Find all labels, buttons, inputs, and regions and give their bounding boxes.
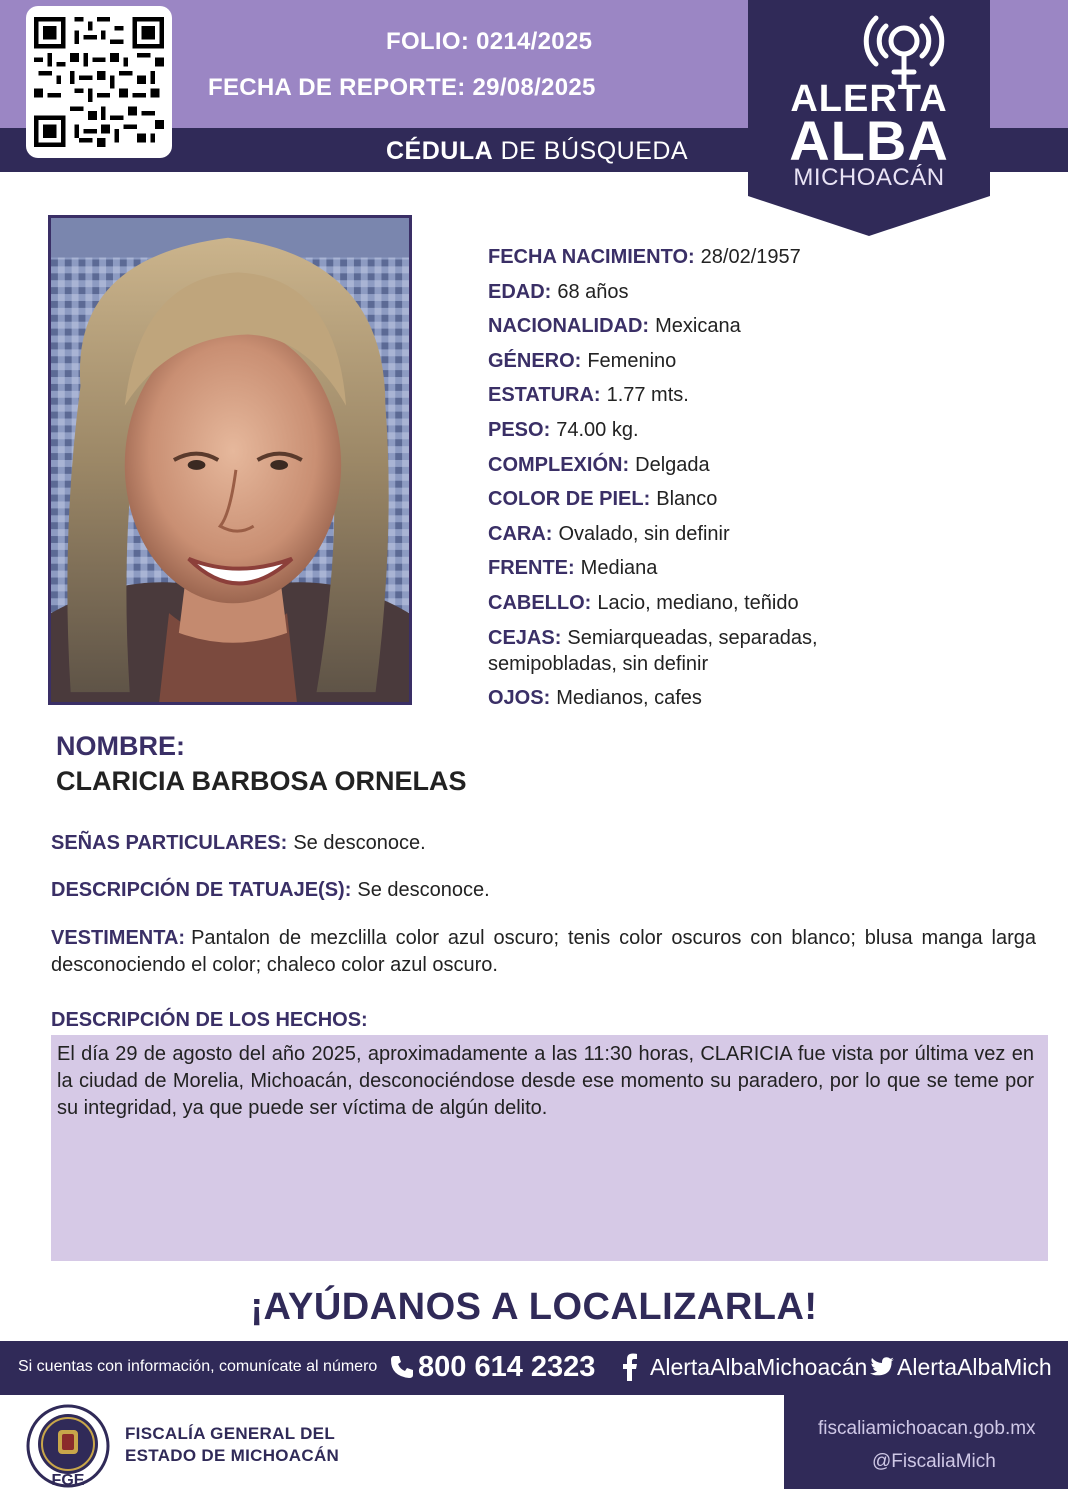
- row-key: SEÑAS PARTICULARES:: [51, 832, 288, 854]
- field-key: ESTATURA:: [488, 384, 601, 407]
- field-key: CABELLO:: [488, 591, 592, 614]
- row-value: Pantalon de mezclilla color azul oscuro; tenis color oscuros con blanco; blusa manga larga desconociendo el color; chaleco color azul oscuro.: [51, 927, 1036, 976]
- field-build: [488, 452, 1048, 478]
- facebook-icon: [620, 1353, 640, 1381]
- qr-code[interactable]: [26, 6, 172, 158]
- social-handle[interactable]: @FiscaliaMich: [872, 1451, 996, 1472]
- field-key: COMPLEXIÓN:: [488, 453, 630, 476]
- field-nationality: [488, 313, 1048, 339]
- field-value: 68 años: [557, 280, 629, 303]
- field-value: Ovalado, sin definir: [558, 522, 730, 545]
- document-title: [386, 137, 688, 166]
- call-to-action: ¡AYÚDANOS A LOCALIZARLA!: [250, 1286, 818, 1328]
- website-link[interactable]: fiscaliamichoacan.gob.mx: [818, 1418, 1036, 1439]
- badge-line-3: MICHOACÁN: [793, 164, 945, 191]
- badge-line-2: ALBA: [789, 109, 949, 172]
- field-key: CEJAS:: [488, 626, 562, 649]
- field-age: [488, 279, 1048, 305]
- twitter-handle[interactable]: AlertaAlbaMich: [897, 1354, 1052, 1380]
- tattoo-description: [51, 877, 1036, 904]
- events-label: DESCRIPCIÓN DE LOS HECHOS:: [51, 1009, 368, 1031]
- badge-line-1: ALERTA: [790, 78, 948, 120]
- facebook-handle[interactable]: AlertaAlbaMichoacán: [650, 1354, 868, 1380]
- field-value: Semiarqueadas, separadas, semipobladas, sin definir: [488, 626, 818, 675]
- field-weight: [488, 417, 1048, 443]
- document-title-bold: CÉDULA: [386, 137, 494, 165]
- field-forehead: [488, 555, 1048, 581]
- footer-right: [784, 1395, 1068, 1489]
- field-key: CARA:: [488, 522, 553, 545]
- row-key: VESTIMENTA:: [51, 927, 186, 949]
- contact-text: Si cuentas con información, comunícate al número: [18, 1358, 378, 1375]
- org-name-line-2: ESTADO DE MICHOACÁN: [125, 1446, 340, 1465]
- seal-text: FGE: [51, 1472, 85, 1489]
- contact-phone[interactable]: 800 614 2323: [418, 1351, 596, 1383]
- row-value: Se desconoce.: [293, 832, 426, 854]
- alert-signal-icon: [854, 6, 954, 86]
- field-key: OJOS:: [488, 687, 551, 710]
- org-name-line-1: FISCALÍA GENERAL DEL: [125, 1424, 336, 1443]
- field-value: 1.77 mts.: [606, 384, 689, 407]
- distinguishing-marks: [51, 830, 1036, 857]
- footer-left: [0, 1395, 784, 1489]
- field-eyebrows: [488, 625, 888, 677]
- field-face: [488, 521, 1048, 547]
- field-value: Mediana: [580, 557, 658, 580]
- field-gender: [488, 348, 1048, 374]
- field-value: Lacio, mediano, teñido: [597, 591, 799, 614]
- field-key: FRENTE:: [488, 557, 575, 580]
- field-value: Medianos, cafes: [556, 687, 702, 710]
- field-skin-color: [488, 486, 1048, 512]
- person-photo-image: [51, 218, 409, 702]
- field-key: EDAD:: [488, 280, 552, 303]
- field-key: PESO:: [488, 418, 551, 441]
- person-details: [488, 244, 1048, 720]
- field-value: Delgada: [635, 453, 710, 476]
- qr-code-icon: [34, 14, 164, 150]
- folio: FOLIO: 0214/2025: [386, 28, 593, 55]
- field-value: Blanco: [656, 488, 718, 511]
- field-value: 74.00 kg.: [556, 418, 639, 441]
- field-key: GÉNERO:: [488, 349, 582, 372]
- field-key: FECHA NACIMIENTO:: [488, 246, 695, 268]
- field-birthdate: [488, 244, 1048, 270]
- person-photo: [48, 215, 412, 705]
- events-description: El día 29 de agosto del año 2025, aproximadamente a las 11:30 horas, CLARICIA fue vista por última vez en la ciudad de Morelia, Michoacán, desconociéndose desde ese momento su paradero, por lo que se teme por su integridad, ya que puede ser víctima de algún delito.: [51, 1035, 1048, 1261]
- clothing-description: [51, 925, 1036, 979]
- name-label: NOMBRE:: [56, 731, 185, 761]
- field-hair: [488, 590, 1048, 616]
- field-key: COLOR DE PIEL:: [488, 488, 651, 511]
- twitter-icon: [870, 1356, 894, 1378]
- contact-bar: [0, 1341, 1068, 1395]
- row-value: Se desconoce.: [357, 879, 490, 901]
- person-name: CLARICIA BARBOSA ORNELAS: [56, 766, 467, 796]
- document-title-rest: DE BÚSQUEDA: [493, 137, 689, 165]
- field-value: 28/02/1957: [700, 246, 801, 268]
- field-eyes: [488, 685, 1048, 711]
- field-value: Femenino: [587, 349, 677, 372]
- field-value: Mexicana: [655, 315, 741, 338]
- seal-label: [26, 1468, 110, 1489]
- field-key: NACIONALIDAD:: [488, 315, 650, 338]
- report-date: FECHA DE REPORTE: 29/08/2025: [208, 74, 596, 101]
- phone-icon: [388, 1353, 416, 1381]
- field-height: [488, 382, 1048, 408]
- row-key: DESCRIPCIÓN DE TATUAJE(S):: [51, 879, 352, 901]
